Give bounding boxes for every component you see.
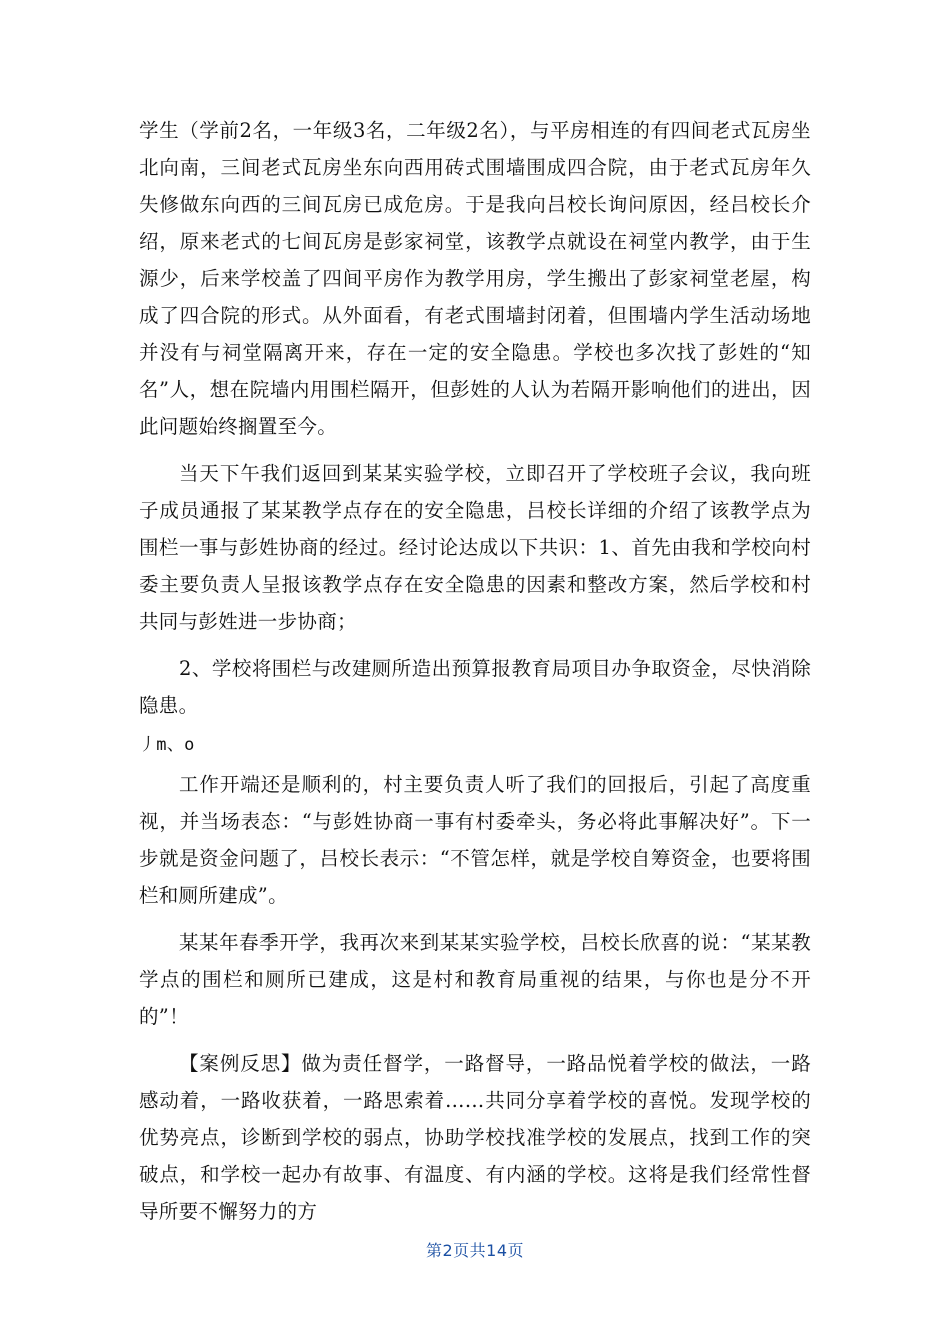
garbled-text-line: 丿m、o — [139, 735, 195, 755]
page-number-footer: 第2页共14页 — [425, 1241, 525, 1260]
paragraph-spring-semester: 某某年春季开学，我再次来到某某实验学校，吕校长欣喜的说：“某某教学点的围栏和厕所已建成，这是村和教育局重视的结果，与你也是分不开的”！ — [139, 931, 811, 1028]
paragraph-consensus-2: 2、学校将围栏与改建厕所造出预算报教育局项目办争取资金，尽快消除隐患。 — [139, 657, 811, 717]
document-body — [139, 112, 811, 1230]
paragraph-case-reflection: 【案例反思】做为责任督学，一路督导，一路品悦着学校的做法，一路感动着，一路收获着，一路思索着……共同分享着学校的喜悦。发现学校的优势亮点，诊断到学校的弱点，协助学校找准学校的发展点，找到工作的突破点，和学校一起办有故事、有温度、有内涵的学校。这将是我们经常性督导所要不懈努力的方 — [139, 1052, 811, 1223]
paragraph-school-history: 学生（学前2名，一年级3名，二年级2名），与平房相连的有四间老式瓦房坐北向南，三间老式瓦房坐东向西用砖式围墙围成四合院，由于老式瓦房年久失修做东向西的三间瓦房已成危房。于是我向吕校长询问原因，经吕校长介绍，原来老式的七间瓦房是彭家祠堂，该教学点就设在祠堂内教学，由于生源少，后来学校盖了四间平房作为教学用房，学生搬出了彭家祠堂老屋，构成了四合院的形式。从外面看，有老式围墙封闭着，但围墙内学生活动场地并没有与祠堂隔离开来，存在一定的安全隐患。学校也多次找了彭姓的“知名”人，想在院墙内用围栏隔开，但彭姓的人认为若隔开影响他们的进出，因此问题始终搁置至今。 — [139, 119, 811, 438]
paragraph-work-start: 工作开端还是顺利的，村主要负责人听了我们的回报后，引起了高度重视，并当场表态：“与彭姓协商一事有村委牵头，务必将此事解决好”。下一步就是资金问题了，吕校长表示：“不管怎样，就是学校自筹资金，也要将围栏和厕所建成”。 — [139, 773, 811, 907]
paragraph-meeting: 当天下午我们返回到某某实验学校，立即召开了学校班子会议，我向班子成员通报了某某教学点存在的安全隐患，吕校长详细的介绍了该教学点为围栏一事与彭姓协商的经过。经讨论达成以下共识：1、首先由我和学校向村委主要负责人呈报该教学点存在安全隐患的因素和整改方案，然后学校和村共同与彭姓进一步协商； — [139, 462, 811, 633]
